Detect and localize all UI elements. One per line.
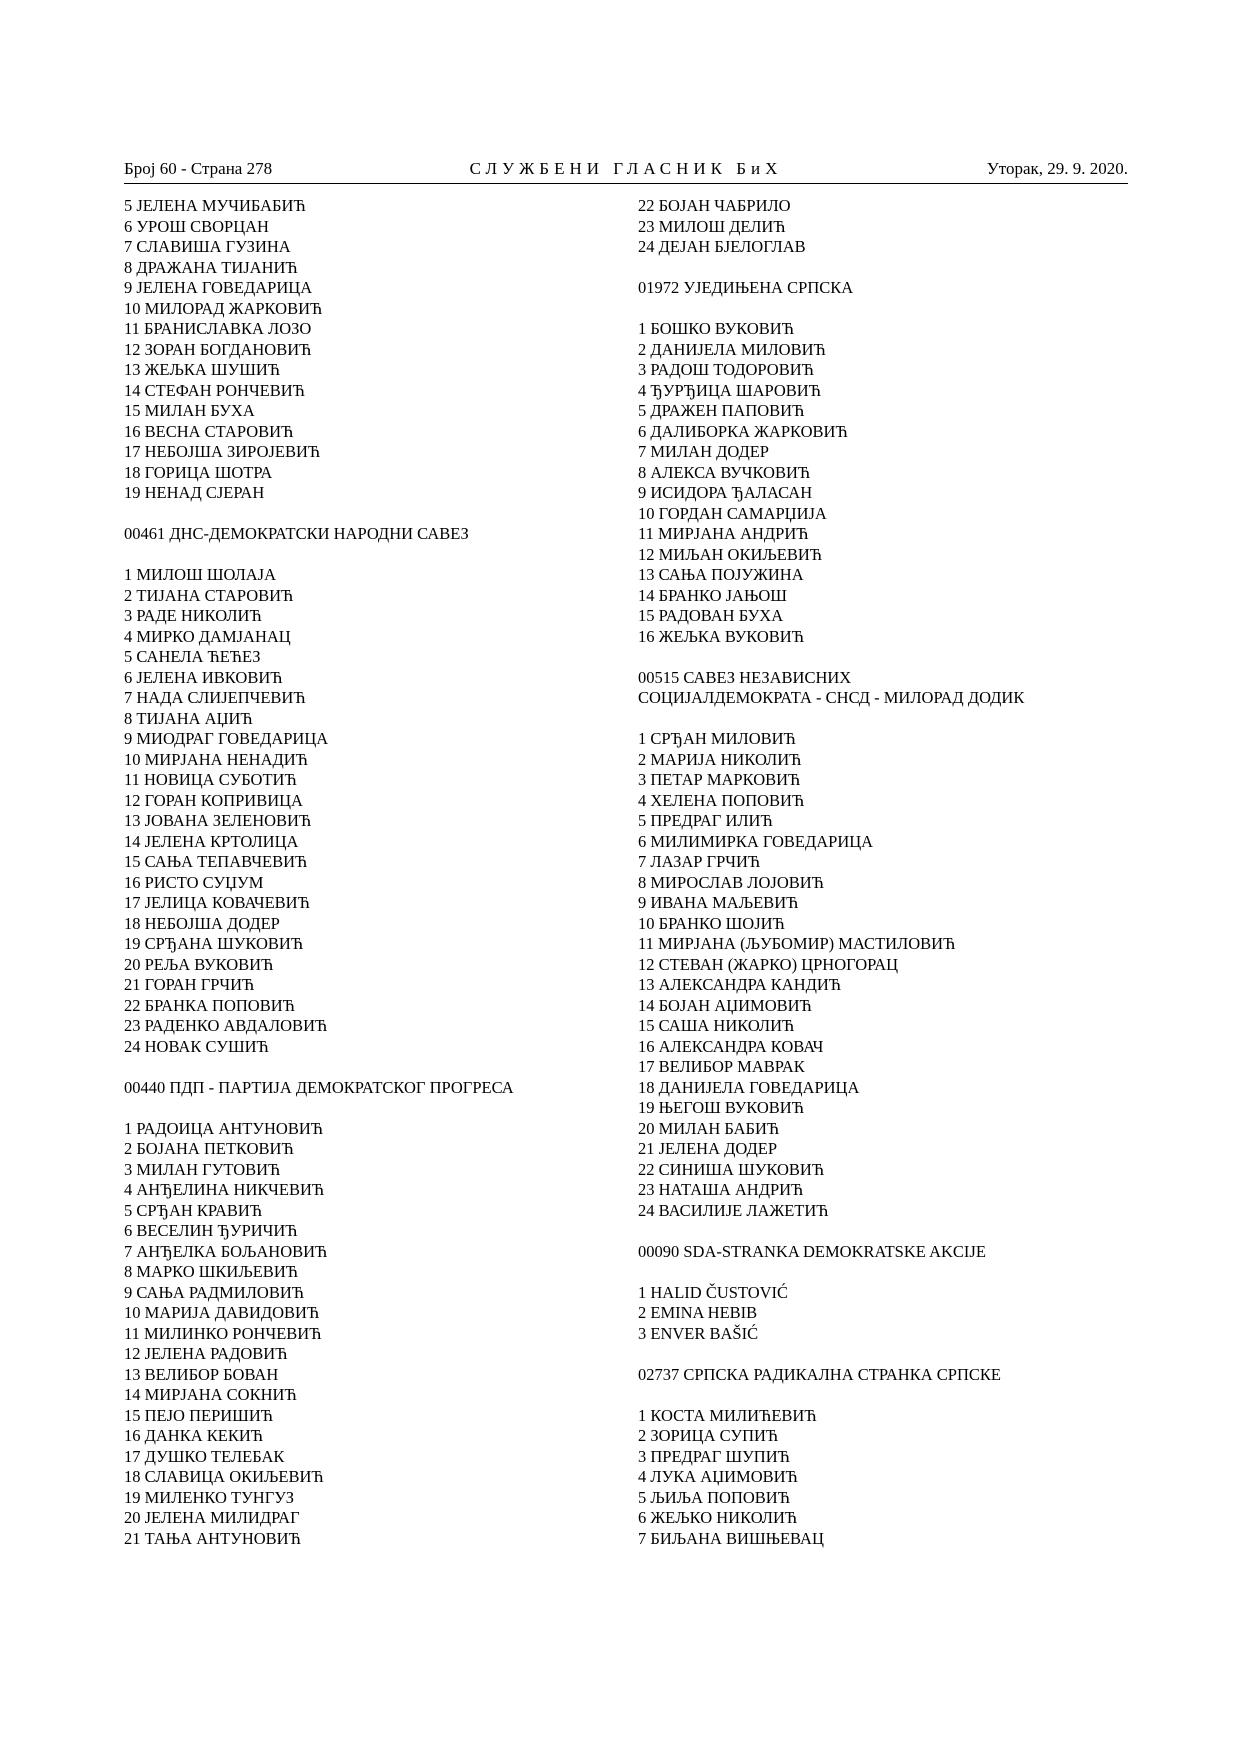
candidate-list-item: 15 МИЛАН БУХА <box>124 401 255 420</box>
party-heading <box>638 1365 1128 1386</box>
party-heading <box>638 278 1128 299</box>
candidate-list-item: 9 ИСИДОРА ЂАЛАСАН <box>638 483 813 502</box>
candidate-list-item: 10 МАРИЈА ДАВИДОВИЋ <box>124 1303 320 1322</box>
candidate-list-item: 17 НЕБОЈША ЗИРОЈЕВИЋ <box>124 442 321 461</box>
party-heading <box>124 1078 624 1099</box>
candidate-list-item: 12 СТЕВАН (ЖАРКО) ЦРНОГОРАЦ <box>638 954 899 974</box>
candidate-list-item: 10 МИРЈАНА НЕНАДИЋ <box>124 749 308 769</box>
right-column <box>638 196 1128 1549</box>
candidate-list-item: 16 РИСТО СУЏУМ <box>124 872 264 892</box>
candidate-list-item: 23 МИЛОШ ДЕЛИЋ <box>638 216 786 236</box>
candidate-list-item: 21 ТАЊА АНТУНОВИЋ <box>124 1528 301 1548</box>
candidate-list-item: 3 МИЛАН ГУТОВИЋ <box>124 1159 281 1179</box>
candidate-list-item: 7 МИЛАН ДОДЕР <box>638 442 769 461</box>
party-heading-line: СОЦИЈАЛДЕМОКРАТА - СНСД - МИЛОРАД ДОДИК <box>638 688 1025 707</box>
candidate-list-item: 1 РАДОИЦА АНТУНОВИЋ <box>124 1118 323 1138</box>
candidate-list-item: 17 ДУШКО ТЕЛЕБАК <box>124 1446 285 1466</box>
block-spacer <box>638 1262 1128 1283</box>
block-spacer <box>124 1098 624 1119</box>
block-spacer <box>638 1344 1128 1365</box>
candidate-list-item: 2 EMINA HEBIB <box>638 1303 758 1322</box>
party-heading-line: 00461 ДНС-ДЕМОКРАТСКИ НАРОДНИ САВЕЗ <box>124 524 469 543</box>
candidate-list-item: 1 КОСТА МИЛИЋЕВИЋ <box>638 1405 817 1425</box>
candidate-list-item: 2 БОЈАНА ПЕТКОВИЋ <box>124 1139 294 1158</box>
candidate-list-item: 10 ГОРДАН САМАРЏИЈА <box>638 503 827 523</box>
block-spacer <box>638 1221 1128 1242</box>
candidate-list-item: 16 ЖЕЉКА ВУКОВИЋ <box>638 626 804 646</box>
candidate-list-item: 6 МИЛИМИРКА ГОВЕДАРИЦА <box>638 831 874 851</box>
candidate-list-item: 5 САНЕЛА ЋЕЋЕЗ <box>124 647 261 666</box>
candidate-list-item: 15 ПЕЈО ПЕРИШИЋ <box>124 1405 273 1425</box>
candidate-list-item: 17 ЈЕЛИЦА КОВАЧЕВИЋ <box>124 893 310 912</box>
candidate-list-item: 7 БИЉАНА ВИШЊЕВАЦ <box>638 1528 824 1548</box>
publication-title: СЛУЖБЕНИ ГЛАСНИК БиХ <box>469 159 783 178</box>
party-heading-line: 00090 SDA-STRANKA DEMOKRATSKE AKCIJE <box>638 1241 986 1261</box>
candidate-list-item: 2 ТИЈАНА СТАРОВИЋ <box>124 585 294 605</box>
candidate-list-item: 9 МИОДРАГ ГОВЕДАРИЦА <box>124 729 329 748</box>
party-heading-line: 01972 УЈЕДИЊЕНА СРПСКА <box>638 278 854 297</box>
candidate-list-item: 8 ТИЈАНА АЏИЋ <box>124 708 253 728</box>
candidate-list-item: 11 НОВИЦА СУБОТИЋ <box>124 770 297 789</box>
candidate-list-item: 18 ДАНИЈЕЛА ГОВЕДАРИЦА <box>638 1077 860 1097</box>
candidate-list-item: 3 ENVER BAŠIĆ <box>638 1323 759 1343</box>
candidate-list-item: 23 НАТАША АНДРИЋ <box>638 1180 804 1199</box>
candidate-list-item: 2 МАРИЈА НИКОЛИЋ <box>638 749 802 769</box>
candidate-list-item: 9 ИВАНА МАЉЕВИЋ <box>638 893 799 912</box>
issue-page-number: Број 60 - Страна 278 <box>124 159 273 178</box>
candidate-list-item: 9 ЈЕЛЕНА ГОВЕДАРИЦА <box>124 278 313 297</box>
block-spacer <box>638 1385 1128 1406</box>
candidate-list-item: 3 РАДОШ ТОДОРОВИЋ <box>638 360 814 379</box>
candidate-list-item: 22 БРАНКА ПОПОВИЋ <box>124 995 295 1015</box>
candidate-list-item: 13 ВЕЛИБОР БОВАН <box>124 1364 279 1384</box>
candidate-list-item: 12 ЗОРАН БОГДАНОВИЋ <box>124 339 312 359</box>
candidate-list-item: 4 ЛУКА АЏИМОВИЋ <box>638 1467 798 1486</box>
candidate-list-item: 15 САША НИКОЛИЋ <box>638 1016 795 1035</box>
candidate-list-item: 5 ПРЕДРАГ ИЛИЋ <box>638 811 773 830</box>
candidate-list-item: 1 БОШКО ВУКОВИЋ <box>638 319 794 338</box>
block-spacer <box>124 504 624 525</box>
left-column <box>124 196 624 1549</box>
candidate-list-item: 14 СТЕФАН РОНЧЕВИЋ <box>124 380 305 400</box>
candidate-list-item: 19 НЕНАД СЈЕРАН <box>124 483 265 502</box>
candidate-list-item: 6 ДАЛИБОРКА ЖАРКОВИЋ <box>638 421 848 441</box>
candidate-list-item: 5 ДРАЖЕН ПАПОВИЋ <box>638 401 805 420</box>
candidate-list-item: 8 МИРОСЛАВ ЛОЈОВИЋ <box>638 872 824 892</box>
candidate-list-item: 14 МИРЈАНА СОКНИЋ <box>124 1385 297 1404</box>
candidate-list-item: 4 МИРКО ДАМЈАНАЦ <box>124 626 291 646</box>
block-spacer <box>638 709 1128 730</box>
party-heading-line: 00440 ПДП - ПАРТИЈА ДЕМОКРАТСКОГ ПРОГРЕСА <box>124 1077 514 1097</box>
candidate-list-item: 5 ЈЕЛЕНА МУЧИБАБИЋ <box>124 196 306 215</box>
candidate-list-item: 8 АЛЕКСА ВУЧКОВИЋ <box>638 462 811 482</box>
candidate-list-item: 24 ВАСИЛИЈЕ ЛАЖЕТИЋ <box>638 1200 829 1220</box>
candidate-list-item: 18 НЕБОЈША ДОДЕР <box>124 913 280 933</box>
candidate-list-item: 12 ГОРАН КОПРИВИЦА <box>124 790 303 810</box>
candidate-list-item: 2 ЗОРИЦА СУПИЋ <box>638 1426 779 1445</box>
candidate-list-item: 9 САЊА РАДМИЛОВИЋ <box>124 1282 304 1302</box>
candidate-list-item: 1 МИЛОШ ШОЛАЈА <box>124 565 277 584</box>
party-heading <box>638 668 1128 709</box>
candidate-list-item: 19 ЊЕГОШ ВУКОВИЋ <box>638 1098 804 1117</box>
candidate-list-item: 8 ДРАЖАНА ТИЈАНИЋ <box>124 257 298 277</box>
candidate-list-item: 15 САЊА ТЕПАВЧЕВИЋ <box>124 852 308 871</box>
block-spacer <box>638 299 1128 320</box>
candidate-list-item: 16 ВЕСНА СТАРОВИЋ <box>124 421 294 441</box>
candidate-list-item: 6 ЖЕЉКО НИКОЛИЋ <box>638 1508 798 1527</box>
party-heading <box>124 524 624 545</box>
candidate-list-item: 8 МАРКО ШКИЉЕВИЋ <box>124 1262 298 1281</box>
candidate-list-item: 11 МИРЈАНА (ЉУБОМИР) МАСТИЛОВИЋ <box>638 934 956 953</box>
candidate-list-item: 13 АЛЕКСАНДРА КАНДИЋ <box>638 975 842 994</box>
candidate-list-item: 10 МИЛОРАД ЖАРКОВИЋ <box>124 298 323 318</box>
candidate-list-item: 7 СЛАВИША ГУЗИНА <box>124 237 291 256</box>
block-spacer <box>638 647 1128 668</box>
candidate-list-item: 15 РАДОВАН БУХА <box>638 606 784 625</box>
candidate-list-item: 16 АЛЕКСАНДРА КОВАЧ <box>638 1036 824 1056</box>
block-spacer <box>124 1057 624 1078</box>
candidate-list-item: 14 БОЈАН АЏИМОВИЋ <box>638 995 812 1015</box>
party-heading-line: 00515 САВЕЗ НЕЗАВИСНИХ <box>638 667 852 687</box>
candidate-list-item: 11 МИЛИНКО РОНЧЕВИЋ <box>124 1323 322 1343</box>
candidate-list-item: 4 ХЕЛЕНА ПОПОВИЋ <box>638 790 805 810</box>
issue-date: Уторак, 29. 9. 2020. <box>986 159 1128 178</box>
candidate-list-item: 4 ЂУРЂИЦА ШАРОВИЋ <box>638 380 821 400</box>
candidate-list-item: 4 АНЂЕЛИНА НИКЧЕВИЋ <box>124 1180 325 1199</box>
candidate-list-item: 2 ДАНИЈЕЛА МИЛОВИЋ <box>638 339 826 359</box>
candidate-list-item: 13 ЈОВАНА ЗЕЛЕНОВИЋ <box>124 811 312 830</box>
candidate-list-item: 14 БРАНКО ЈАЊОШ <box>638 585 787 605</box>
candidate-list-item: 12 МИЉАН ОКИЉЕВИЋ <box>638 544 823 564</box>
candidate-list-item: 6 УРОШ СВОРЦАН <box>124 216 269 236</box>
candidate-list-item: 24 ДЕЈАН БЈЕЛОГЛАВ <box>638 237 806 256</box>
candidate-list-item: 13 САЊА ПОЈУЖИНА <box>638 565 804 584</box>
candidate-list-item: 18 СЛАВИЦА ОКИЉЕВИЋ <box>124 1467 324 1486</box>
candidate-list-item: 3 ПЕТАР МАРКОВИЋ <box>638 770 801 789</box>
candidate-list-item: 13 ЖЕЉКА ШУШИЋ <box>124 360 281 379</box>
candidate-list-item: 24 НОВАК СУШИЋ <box>124 1036 269 1056</box>
candidate-list-item: 3 ПРЕДРАГ ШУПИЋ <box>638 1446 790 1466</box>
candidate-list-item: 3 РАДЕ НИКОЛИЋ <box>124 606 262 625</box>
candidate-list-item: 16 ДАНКА КЕКИЋ <box>124 1426 263 1445</box>
candidate-list-item: 6 ЈЕЛЕНА ИВКОВИЋ <box>124 667 283 687</box>
candidate-list-item: 23 РАДЕНКО АВДАЛОВИЋ <box>124 1016 328 1035</box>
candidate-list-item: 20 РЕЉА ВУКОВИЋ <box>124 954 274 974</box>
block-spacer <box>124 545 624 566</box>
candidate-list-item: 5 ЉИЉА ПОПОВИЋ <box>638 1487 790 1507</box>
candidate-list-item: 14 ЈЕЛЕНА КРТОЛИЦА <box>124 831 299 851</box>
candidate-list-item: 7 АНЂЕЛКА БОЉАНОВИЋ <box>124 1241 328 1261</box>
candidate-list-item: 7 ЛАЗАР ГРЧИЋ <box>638 852 761 871</box>
candidate-list-item: 1 HALID ČUSTOVIĆ <box>638 1282 789 1302</box>
candidate-list-item: 22 СИНИША ШУКОВИЋ <box>638 1159 825 1179</box>
candidate-list-item: 21 ГОРАН ГРЧИЋ <box>124 975 255 994</box>
candidate-list-item: 1 СРЂАН МИЛОВИЋ <box>638 729 796 748</box>
candidate-list-item: 18 ГОРИЦА ШОТРА <box>124 462 273 482</box>
candidate-list-item: 12 ЈЕЛЕНА РАДОВИЋ <box>124 1344 288 1363</box>
candidate-list-item: 7 НАДА СЛИЈЕПЧЕВИЋ <box>124 688 306 707</box>
candidate-list-item: 19 СРЂАНА ШУКОВИЋ <box>124 934 304 953</box>
candidate-list-item: 17 ВЕЛИБОР МАВРАК <box>638 1057 805 1076</box>
candidate-list-item: 19 МИЛЕНКО ТУНГУЗ <box>124 1487 294 1507</box>
block-spacer <box>638 258 1128 279</box>
candidate-list-item: 6 ВЕСЕЛИН ЂУРИЧИЋ <box>124 1221 298 1240</box>
party-heading-line: 02737 СРПСКА РАДИКАЛНА СТРАНКА СРПСКЕ <box>638 1364 1001 1384</box>
candidate-list-item: 20 МИЛАН БАБИЋ <box>638 1118 780 1138</box>
candidate-list-item: 11 МИРЈАНА АНДРИЋ <box>638 524 809 543</box>
candidate-list-item: 5 СРЂАН КРАВИЋ <box>124 1200 263 1220</box>
page-header <box>124 159 1128 184</box>
party-heading <box>638 1242 1128 1263</box>
candidate-list-item: 11 БРАНИСЛАВКА ЛОЗО <box>124 319 312 338</box>
candidate-list-item: 21 ЈЕЛЕНА ДОДЕР <box>638 1139 777 1158</box>
candidate-list-item: 10 БРАНКО ШОЈИЋ <box>638 913 785 933</box>
candidate-list-item: 22 БОЈАН ЧАБРИЛО <box>638 196 791 215</box>
candidate-list-item: 20 ЈЕЛЕНА МИЛИДРАГ <box>124 1508 300 1527</box>
